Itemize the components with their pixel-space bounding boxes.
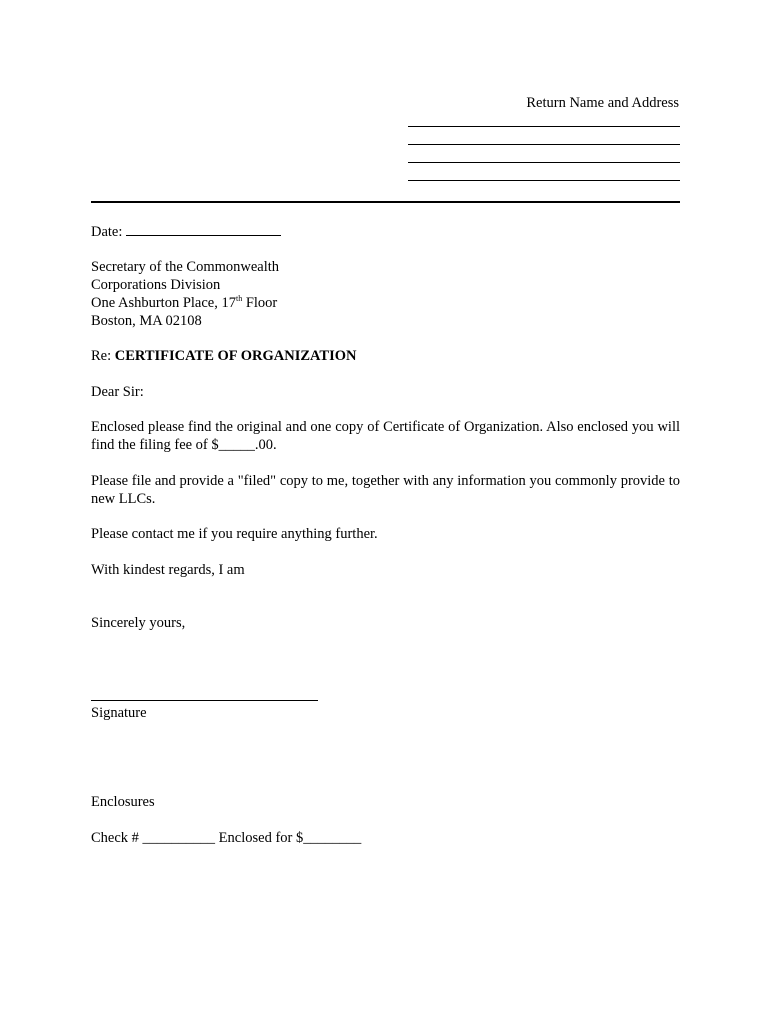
date-label: Date: [91, 224, 127, 240]
filing-fee-field[interactable]: _____ [218, 437, 255, 453]
return-address-line-2[interactable] [408, 144, 680, 145]
recipient-address [91, 258, 680, 330]
salutation: Dear Sir: [91, 384, 144, 400]
body-paragraph-4: With kindest regards, I am [91, 562, 245, 578]
return-address-line-4[interactable] [408, 180, 680, 181]
recipient-line-2: Corporations Division [91, 277, 221, 293]
signature-label: Signature [91, 705, 147, 721]
check-number-field[interactable]: __________ [142, 830, 216, 846]
signature-line[interactable] [91, 700, 318, 701]
recipient-line-1: Secretary of the Commonwealth [91, 259, 280, 275]
body-paragraph-3: Please contact me if you require anything further. [91, 526, 378, 542]
return-address-line-3[interactable] [408, 162, 680, 163]
enclosures-label: Enclosures [91, 794, 155, 810]
closing: Sincerely yours, [91, 615, 186, 631]
re-prefix: Re: [91, 348, 115, 364]
header-divider [91, 201, 680, 203]
re-subject: CERTIFICATE OF ORGANIZATION [114, 348, 357, 364]
recipient-line-3: One Ashburton Place, 17th Floor [91, 294, 278, 311]
check-row [91, 829, 361, 847]
re-line [91, 347, 680, 365]
recipient-line-4: Boston, MA 02108 [91, 313, 202, 329]
check-label: Check # [91, 830, 143, 846]
body-paragraph-2: Please file and provide a "filed" copy to me, together with any information you commonly provide to new LLCs. [91, 473, 680, 507]
return-address-title: Return Name and Address [526, 95, 679, 111]
date-row [91, 222, 281, 241]
return-address-line-1[interactable] [408, 126, 680, 127]
body-paragraph-1: Enclosed please find the original and one copy of Certificate of Organization. Also enclosed you will find the filing fee of $_____.00. [91, 419, 680, 453]
enclosed-for-label: Enclosed for $ [215, 830, 304, 846]
date-field[interactable] [126, 222, 281, 236]
amount-field[interactable]: ________ [303, 830, 362, 846]
